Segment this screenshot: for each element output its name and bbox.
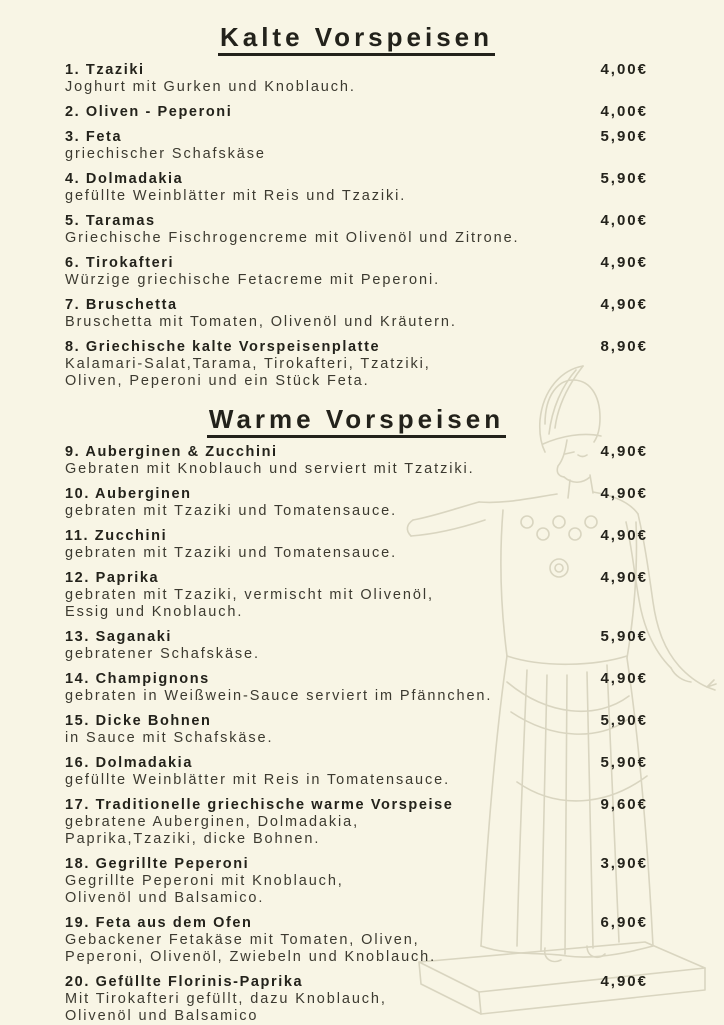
menu-item (65, 128, 648, 163)
section-items (65, 443, 648, 1025)
item-description-line: Gebackener Fetakäse mit Tomaten, Oliven, (65, 932, 420, 948)
menu-item (65, 485, 648, 520)
menu-item (65, 569, 648, 621)
item-row (65, 254, 648, 272)
item-row (65, 338, 648, 356)
item-name: 14. Champignons (65, 671, 210, 687)
item-description (65, 79, 648, 96)
item-price: 4,90€ (600, 973, 648, 990)
menu-item (65, 170, 648, 205)
item-row (65, 527, 648, 545)
item-price: 8,90€ (600, 338, 648, 355)
item-name: 9. Auberginen & Zucchini (65, 444, 278, 460)
item-description-line: in Sauce mit Schafskäse. (65, 730, 274, 746)
item-price: 4,00€ (600, 61, 648, 78)
item-description (65, 646, 648, 663)
item-description-line: Paprika,Tzaziki, dicke Bohnen. (65, 831, 321, 847)
item-description-line: Gebraten mit Knoblauch und serviert mit Tzatziki. (65, 461, 475, 477)
item-description (65, 991, 648, 1025)
item-description (65, 503, 648, 520)
section-title: Kalte Vorspeisen (218, 22, 495, 56)
item-price: 4,90€ (600, 443, 648, 460)
item-description-line: gebratene Auberginen, Dolmadakia, (65, 814, 360, 830)
item-name: 20. Gefüllte Florinis-Paprika (65, 974, 304, 990)
menu-item (65, 855, 648, 907)
menu-section (65, 404, 648, 1025)
item-description-line: Essig und Knoblauch. (65, 604, 244, 620)
item-price: 4,90€ (600, 569, 648, 586)
item-description (65, 461, 648, 478)
item-name: 2. Oliven - Peperoni (65, 104, 233, 120)
item-row (65, 855, 648, 873)
item-name: 3. Feta (65, 129, 123, 145)
item-name: 1. Tzaziki (65, 62, 145, 78)
item-price: 4,90€ (600, 254, 648, 271)
item-description (65, 587, 648, 621)
menu-item (65, 973, 648, 1025)
item-row (65, 485, 648, 503)
item-price: 4,90€ (600, 670, 648, 687)
item-price: 5,90€ (600, 128, 648, 145)
menu-item (65, 754, 648, 789)
item-description-line: gebraten mit Tzaziki, vermischt mit Olivenöl, (65, 587, 434, 603)
item-row (65, 973, 648, 991)
item-price: 4,00€ (600, 103, 648, 120)
menu-item (65, 712, 648, 747)
item-description-line: Olivenöl und Balsamico (65, 1008, 259, 1024)
item-price: 4,90€ (600, 527, 648, 544)
item-description-line: gefüllte Weinblätter mit Reis und Tzaziki. (65, 188, 407, 204)
item-description-line: gefüllte Weinblätter mit Reis in Tomatensauce. (65, 772, 451, 788)
item-description-line: Gegrillte Peperoni mit Knoblauch, (65, 873, 344, 889)
item-description-line: gebraten mit Tzaziki und Tomatensauce. (65, 545, 398, 561)
section-items (65, 61, 648, 390)
item-description-line: Peperoni, Olivenöl, Zwiebeln und Knoblauch. (65, 949, 437, 965)
menu-item (65, 254, 648, 289)
item-row (65, 170, 648, 188)
item-description (65, 814, 648, 848)
item-row (65, 296, 648, 314)
item-row (65, 712, 648, 730)
item-row (65, 61, 648, 79)
item-price: 5,90€ (600, 712, 648, 729)
item-name: 6. Tirokafteri (65, 255, 175, 271)
item-description (65, 356, 648, 390)
item-name: 15. Dicke Bohnen (65, 713, 212, 729)
item-price: 4,90€ (600, 485, 648, 502)
item-description-line: gebraten mit Tzaziki und Tomatensauce. (65, 503, 398, 519)
item-description (65, 188, 648, 205)
item-description (65, 545, 648, 562)
menu-item (65, 670, 648, 705)
item-name: 13. Saganaki (65, 629, 173, 645)
item-description-line: Joghurt mit Gurken und Knoblauch. (65, 79, 356, 95)
item-description-line: Würzige griechische Fetacreme mit Peperoni. (65, 272, 441, 288)
menu-section (65, 22, 648, 390)
item-description (65, 314, 648, 331)
item-name: 18. Gegrillte Peperoni (65, 856, 250, 872)
item-description-line: Mit Tirokafteri gefüllt, dazu Knoblauch, (65, 991, 387, 1007)
menu-item (65, 296, 648, 331)
menu-item (65, 338, 648, 390)
item-description (65, 272, 648, 289)
menu-item (65, 796, 648, 848)
item-row (65, 443, 648, 461)
item-price: 4,90€ (600, 296, 648, 313)
item-price: 5,90€ (600, 628, 648, 645)
item-row (65, 628, 648, 646)
item-description-line: Oliven, Peperoni und ein Stück Feta. (65, 373, 370, 389)
item-description-line: griechischer Schafskäse (65, 146, 266, 162)
item-row (65, 796, 648, 814)
item-description-line: gebraten in Weißwein-Sauce serviert im Pfännchen. (65, 688, 493, 704)
item-name: 4. Dolmadakia (65, 171, 184, 187)
item-price: 5,90€ (600, 754, 648, 771)
menu-item (65, 103, 648, 121)
section-title: Warme Vorspeisen (207, 404, 506, 438)
item-description (65, 730, 648, 747)
item-price: 6,90€ (600, 914, 648, 931)
menu-item (65, 443, 648, 478)
item-row (65, 569, 648, 587)
item-description (65, 230, 648, 247)
item-name: 8. Griechische kalte Vorspeisenplatte (65, 339, 381, 355)
item-description-line: Kalamari-Salat,Tarama, Tirokafteri, Tzatziki, (65, 356, 431, 372)
item-price: 3,90€ (600, 855, 648, 872)
section-title-wrap (65, 404, 648, 438)
menu-item (65, 628, 648, 663)
item-name: 17. Traditionelle griechische warme Vorspeise (65, 797, 454, 813)
item-row (65, 670, 648, 688)
menu-item (65, 212, 648, 247)
item-description-line: Bruschetta mit Tomaten, Olivenöl und Kräutern. (65, 314, 457, 330)
item-row (65, 914, 648, 932)
menu-item (65, 527, 648, 562)
item-name: 5. Taramas (65, 213, 156, 229)
item-description (65, 772, 648, 789)
item-price: 4,00€ (600, 212, 648, 229)
item-description-line: Olivenöl und Balsamico. (65, 890, 265, 906)
item-name: 7. Bruschetta (65, 297, 178, 313)
item-price: 9,60€ (600, 796, 648, 813)
item-name: 11. Zucchini (65, 528, 168, 544)
item-name: 12. Paprika (65, 570, 160, 586)
item-description (65, 688, 648, 705)
item-row (65, 103, 648, 121)
item-row (65, 754, 648, 772)
menu-item (65, 914, 648, 966)
item-price: 5,90€ (600, 170, 648, 187)
item-description-line: Griechische Fischrogencreme mit Olivenöl und Zitrone. (65, 230, 520, 246)
item-description (65, 873, 648, 907)
section-title-wrap (65, 22, 648, 56)
menu-item (65, 61, 648, 96)
item-description (65, 932, 648, 966)
item-row (65, 128, 648, 146)
item-name: 10. Auberginen (65, 486, 192, 502)
item-row (65, 212, 648, 230)
item-name: 16. Dolmadakia (65, 755, 193, 771)
item-name: 19. Feta aus dem Ofen (65, 915, 253, 931)
item-description (65, 146, 648, 163)
item-description-line: gebratener Schafskäse. (65, 646, 260, 662)
